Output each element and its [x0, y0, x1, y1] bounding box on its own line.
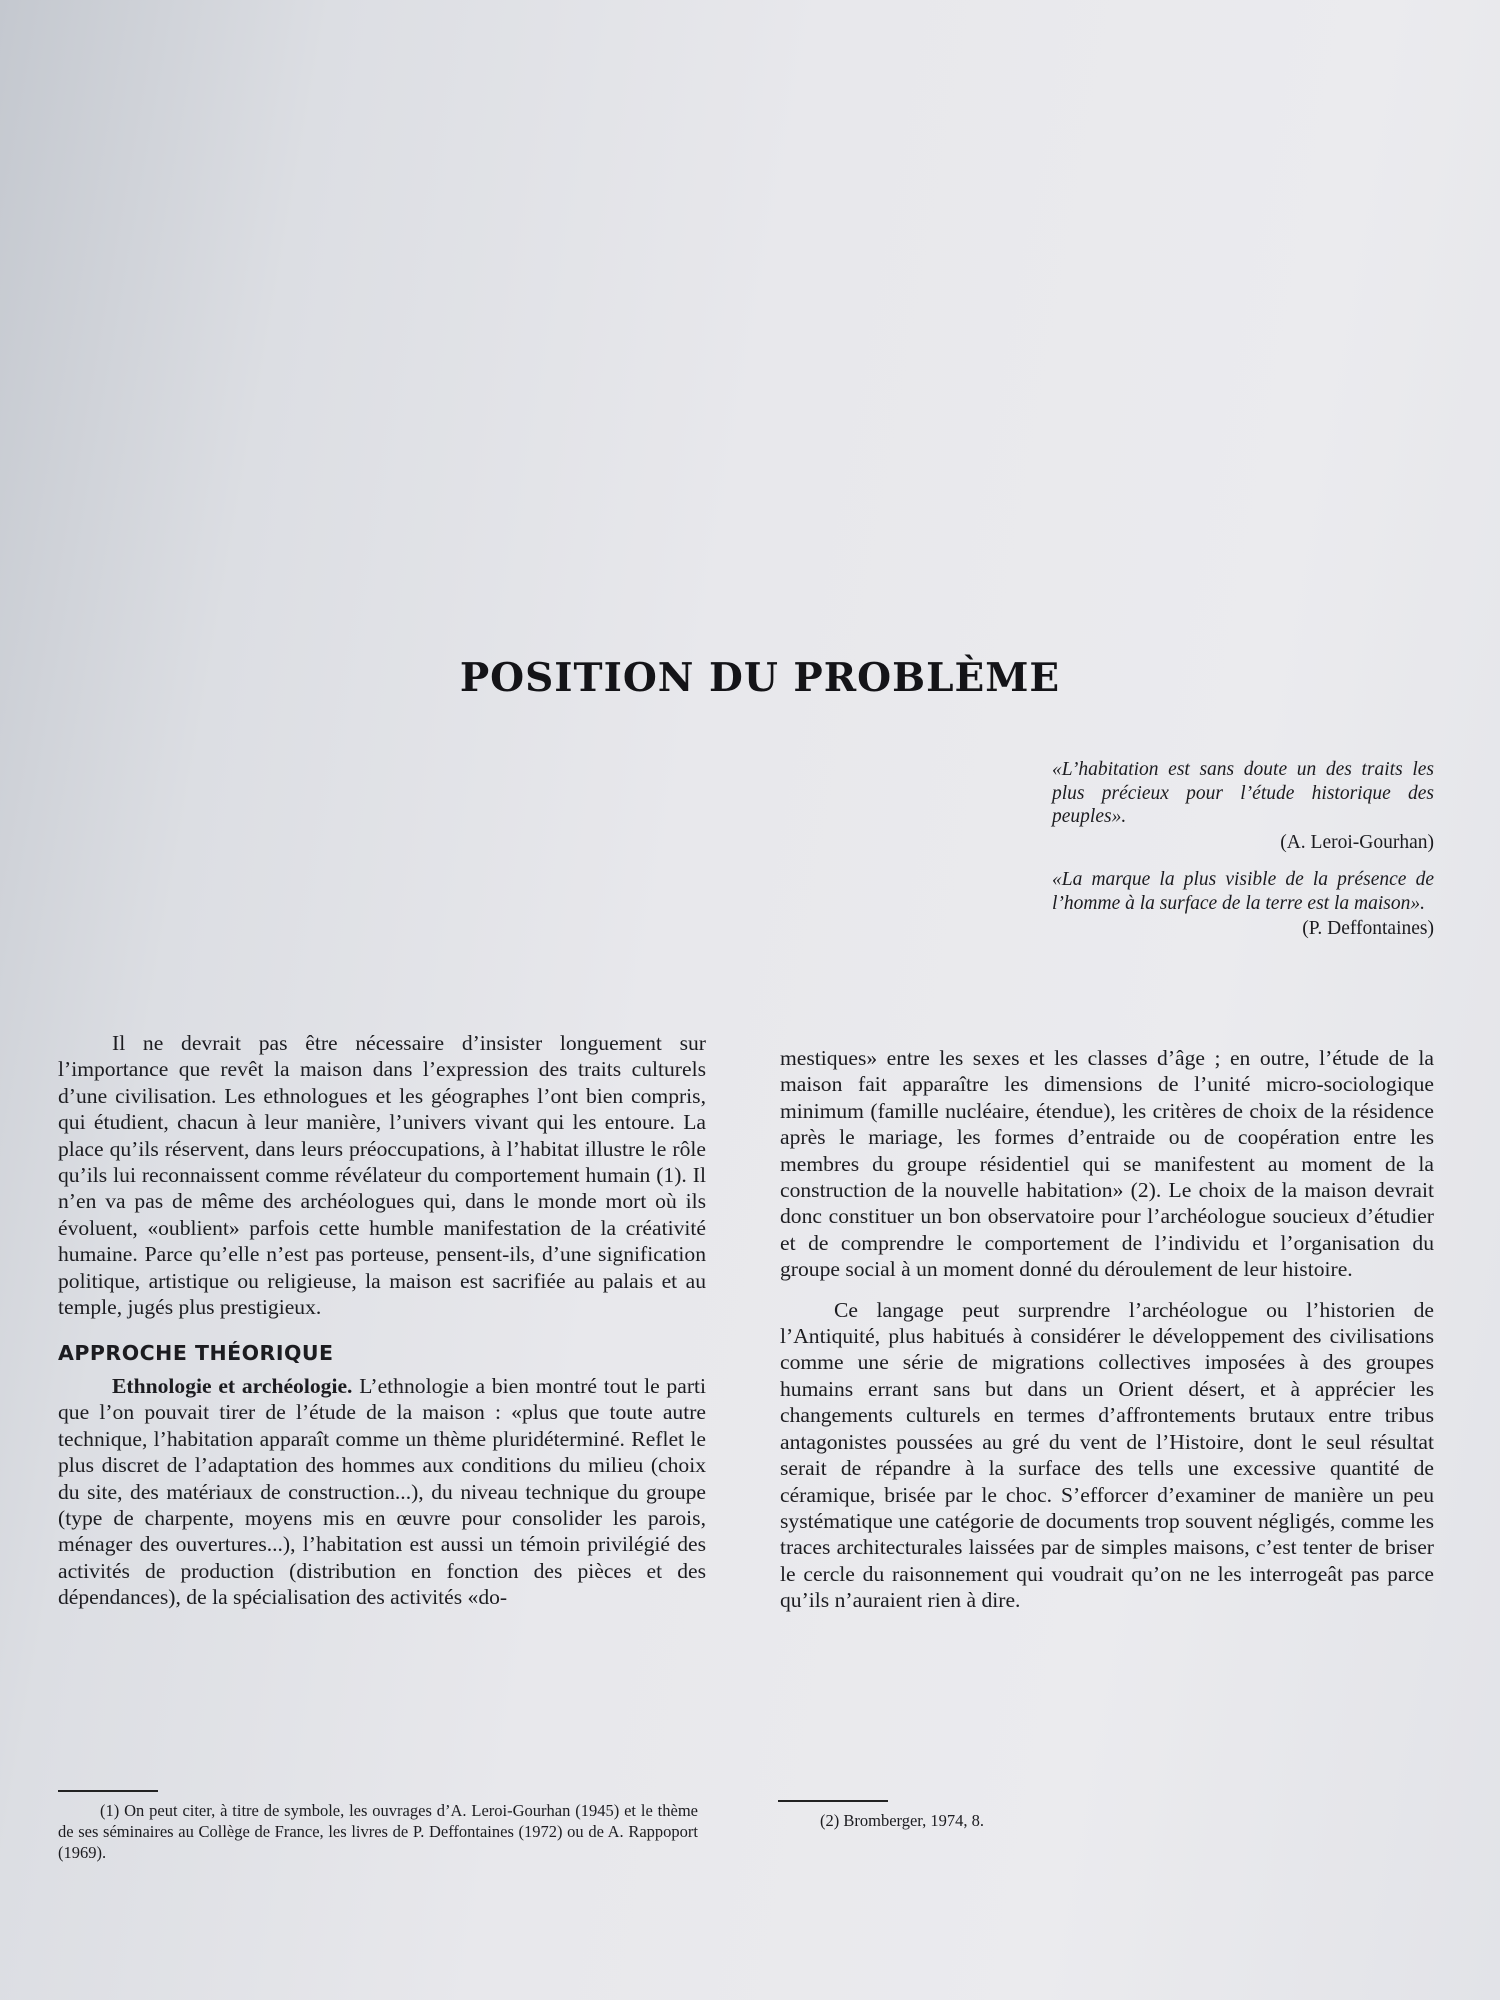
section-heading: APPROCHE THÉORIQUE	[58, 1341, 334, 1366]
subsection-paragraph	[58, 1373, 706, 1611]
epigraphs	[1052, 758, 1434, 955]
epigraph-quote: «L’habitation est sans doute un des traits les plus précieux pour l’étude historique des peuples».	[1052, 759, 1434, 827]
continuation-paragraph: mestiques» entre les sexes et les classes d’âge ; en outre, l’étude de la maison fait apparaître les dimensions de l’unité micro-sociologique minimum (famille nucléaire, étendue), les critères de choix de la résidence après le mariage, les formes d’entraide ou de coopération entre les membres du groupe résidentiel qui se manifestent au moment de la construction de la nouvelle habitation» (2). Le choix de la maison devrait donc constituer un bon observatoire pour l’archéologue soucieux d’étudier et de comprendre le comportement de l’individu et l’organisation du groupe social à un moment donné du déroulement de leur histoire.	[780, 1046, 1434, 1282]
page-title: POSITION DU PROBLÈME	[459, 655, 1061, 701]
footnote-2: (2) Bromberger, 1974, 8.	[820, 1811, 985, 1830]
body-paragraph: Ce langage peut surprendre l’archéologue ou l’historien de l’Antiquité, plus habitués à considérer le développement des civilisations comme une série de migrations collectives imposées à des groupes humains errant sans but dans un Orient désert, et à apprécier les changements culturels en termes d’affrontements brutaux entre tribus antagonistes poussées au gré du vent de l’Histoire, dont le seul résultat serait de répandre à la surface des tells une excessive quantité de céramique, brisée par le choc. S’efforcer d’examiner de manière un peu systématique une catégorie de documents trop souvent négligés, comme les traces architecturales laissées par de simples maisons, c’est tenter de briser le cercle du raisonnement qui voudrait qu’on ne les interrogeât pas parce qu’ils n’auraient rien à dire.	[780, 1297, 1434, 1613]
right-column	[780, 1045, 1434, 1614]
footnote-rule	[778, 1800, 888, 1802]
epigraph-quote: «La marque la plus visible de la présence de l’homme à la surface de la terre est la maison».	[1052, 869, 1434, 914]
intro-paragraph: Il ne devrait pas être nécessaire d’insister longuement sur l’importance que revêt la maison dans l’expression des traits culturels d’une civilisation. Les ethnologues et les géographes l’ont bien compris, qui étudient, chacun à leur manière, l’univers vivant qui les entoure. La place qu’ils réservent, dans leurs préoccupations, à l’habitat illustre le rôle qu’ils lui reconnaissent comme révélateur du comportement humain (1). Il n’en va pas de même des archéologues qui, dans le monde mort où ils évoluent, «oublient» parfois cette humble manifestation de la créativité humaine. Parce qu’elle n’est pas porteuse, pensent-ils, d’une signification politique, artistique ou religieuse, la maison est sacrifiée au palais et au temple, jugés plus prestigieux.	[58, 1031, 706, 1320]
subsection-text: L’ethnologie a bien montré tout le parti que l’on pouvait tirer de l’étude de la maison : «plus que toute autre technique, l’habitation apparaît comme un thème pluridéterminé. Reflet le plus discret de l’adaptation des hommes aux conditions du milieu (choix du site, des matériaux de construction...), du niveau technique du groupe (type de charpente, moyens mis en œuvre pour consolider les parois, ménager des ouvertures...), l’habitation est aussi un témoin privilégié des activités de production (distribution en fonction des pièces et des dépendances), de la spécialisation des activités «do-	[58, 1373, 707, 1610]
epigraph-author: (A. Leroi-Gourhan)	[1280, 831, 1434, 853]
footnote-1: (1) On peut citer, à titre de symbole, les ouvrages d’A. Leroi-Gourhan (1945) et le thème de ses séminaires au Collège de France, les livres de P. Deffontaines (1972) ou de A. Rappoport (1969).	[58, 1801, 698, 1862]
footnote-rule	[58, 1790, 158, 1792]
subsection-lead: Ethnologie et archéologie.	[112, 1373, 353, 1398]
left-column	[58, 1030, 706, 1611]
epigraph-author: (P. Deffontaines)	[1302, 918, 1434, 939]
